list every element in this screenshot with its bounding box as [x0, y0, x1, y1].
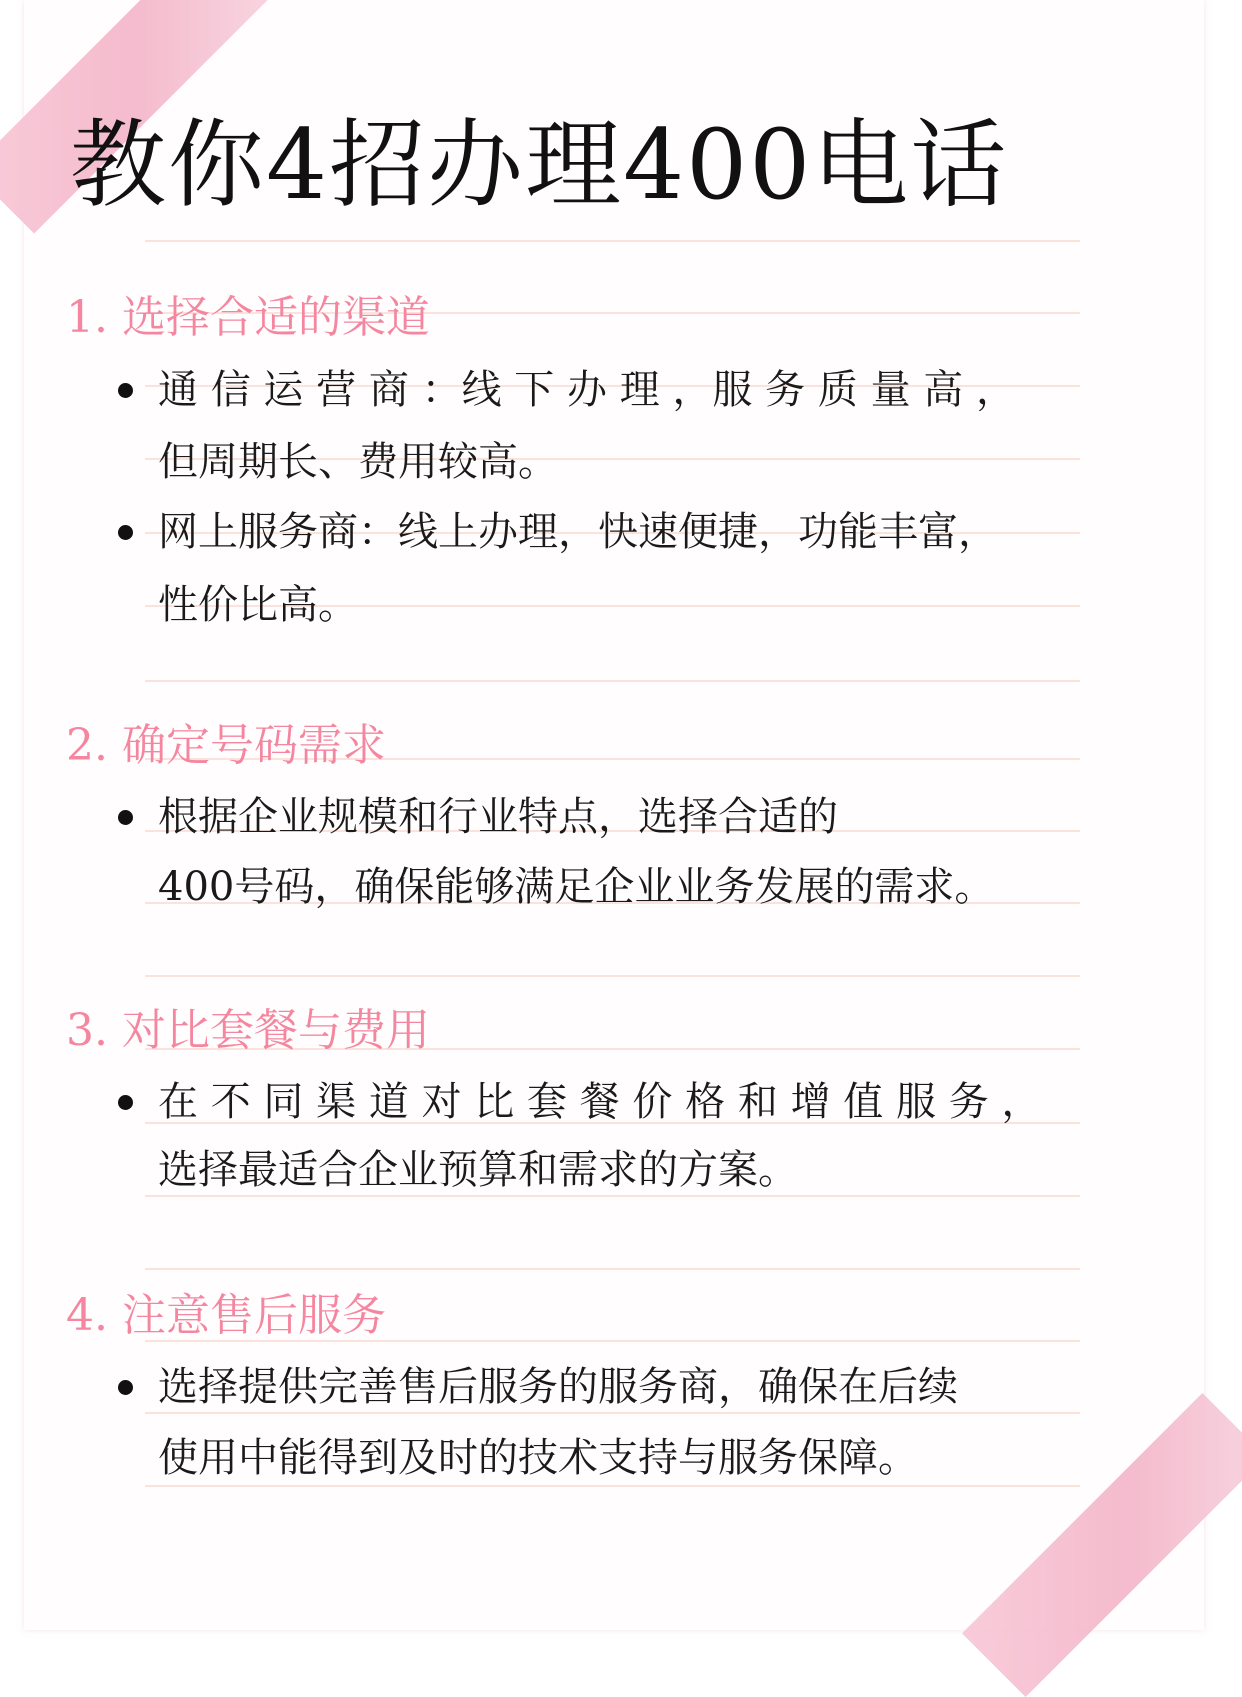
bullet-text-line: 400号码，确保能够满足企业业务发展的需求。 [158, 864, 995, 910]
section-heading-2: 2. 确定号码需求 [66, 720, 386, 771]
bullet-text-line: 但周期长、费用较高。 [158, 439, 558, 485]
section-heading-3: 3. 对比套餐与费用 [66, 1005, 430, 1056]
bullet-icon [118, 1095, 133, 1110]
bullet-icon [118, 1380, 133, 1395]
ruled-line [145, 680, 1080, 682]
bullet-text-line: 选择最适合企业预算和需求的方案。 [158, 1147, 798, 1193]
ruled-line [145, 1268, 1080, 1270]
bullet-text-line: 性价比高。 [158, 582, 358, 628]
bullet-icon [118, 525, 133, 540]
bullet-text-line: 网上服务商：线上办理，快速便捷，功能丰富， [158, 509, 998, 555]
bullet-icon [118, 810, 133, 825]
ruled-line [145, 975, 1080, 977]
bullet-icon [118, 383, 133, 398]
bullet-text-line: 选择提供完善售后服务的服务商，确保在后续 [158, 1364, 958, 1410]
ruled-line [145, 240, 1080, 242]
section-heading-4: 4. 注意售后服务 [66, 1290, 386, 1341]
washi-tape-bottom-right [962, 1393, 1242, 1697]
section-heading-1: 1. 选择合适的渠道 [66, 292, 430, 343]
bullet-text-line: 通 信 运 营 商 ：线 下 办 理 ，服 务 质 量 高 ， [158, 367, 1017, 413]
page-title: 教你4招办理400电话 [70, 109, 1009, 221]
bullet-text-line: 在 不 同 渠 道 对 比 套 餐 价 格 和 增 值 服 务 ， [158, 1079, 1042, 1125]
bullet-text-line: 使用中能得到及时的技术支持与服务保障。 [158, 1435, 918, 1481]
bullet-text-line: 根据企业规模和行业特点，选择合适的 [158, 794, 838, 840]
